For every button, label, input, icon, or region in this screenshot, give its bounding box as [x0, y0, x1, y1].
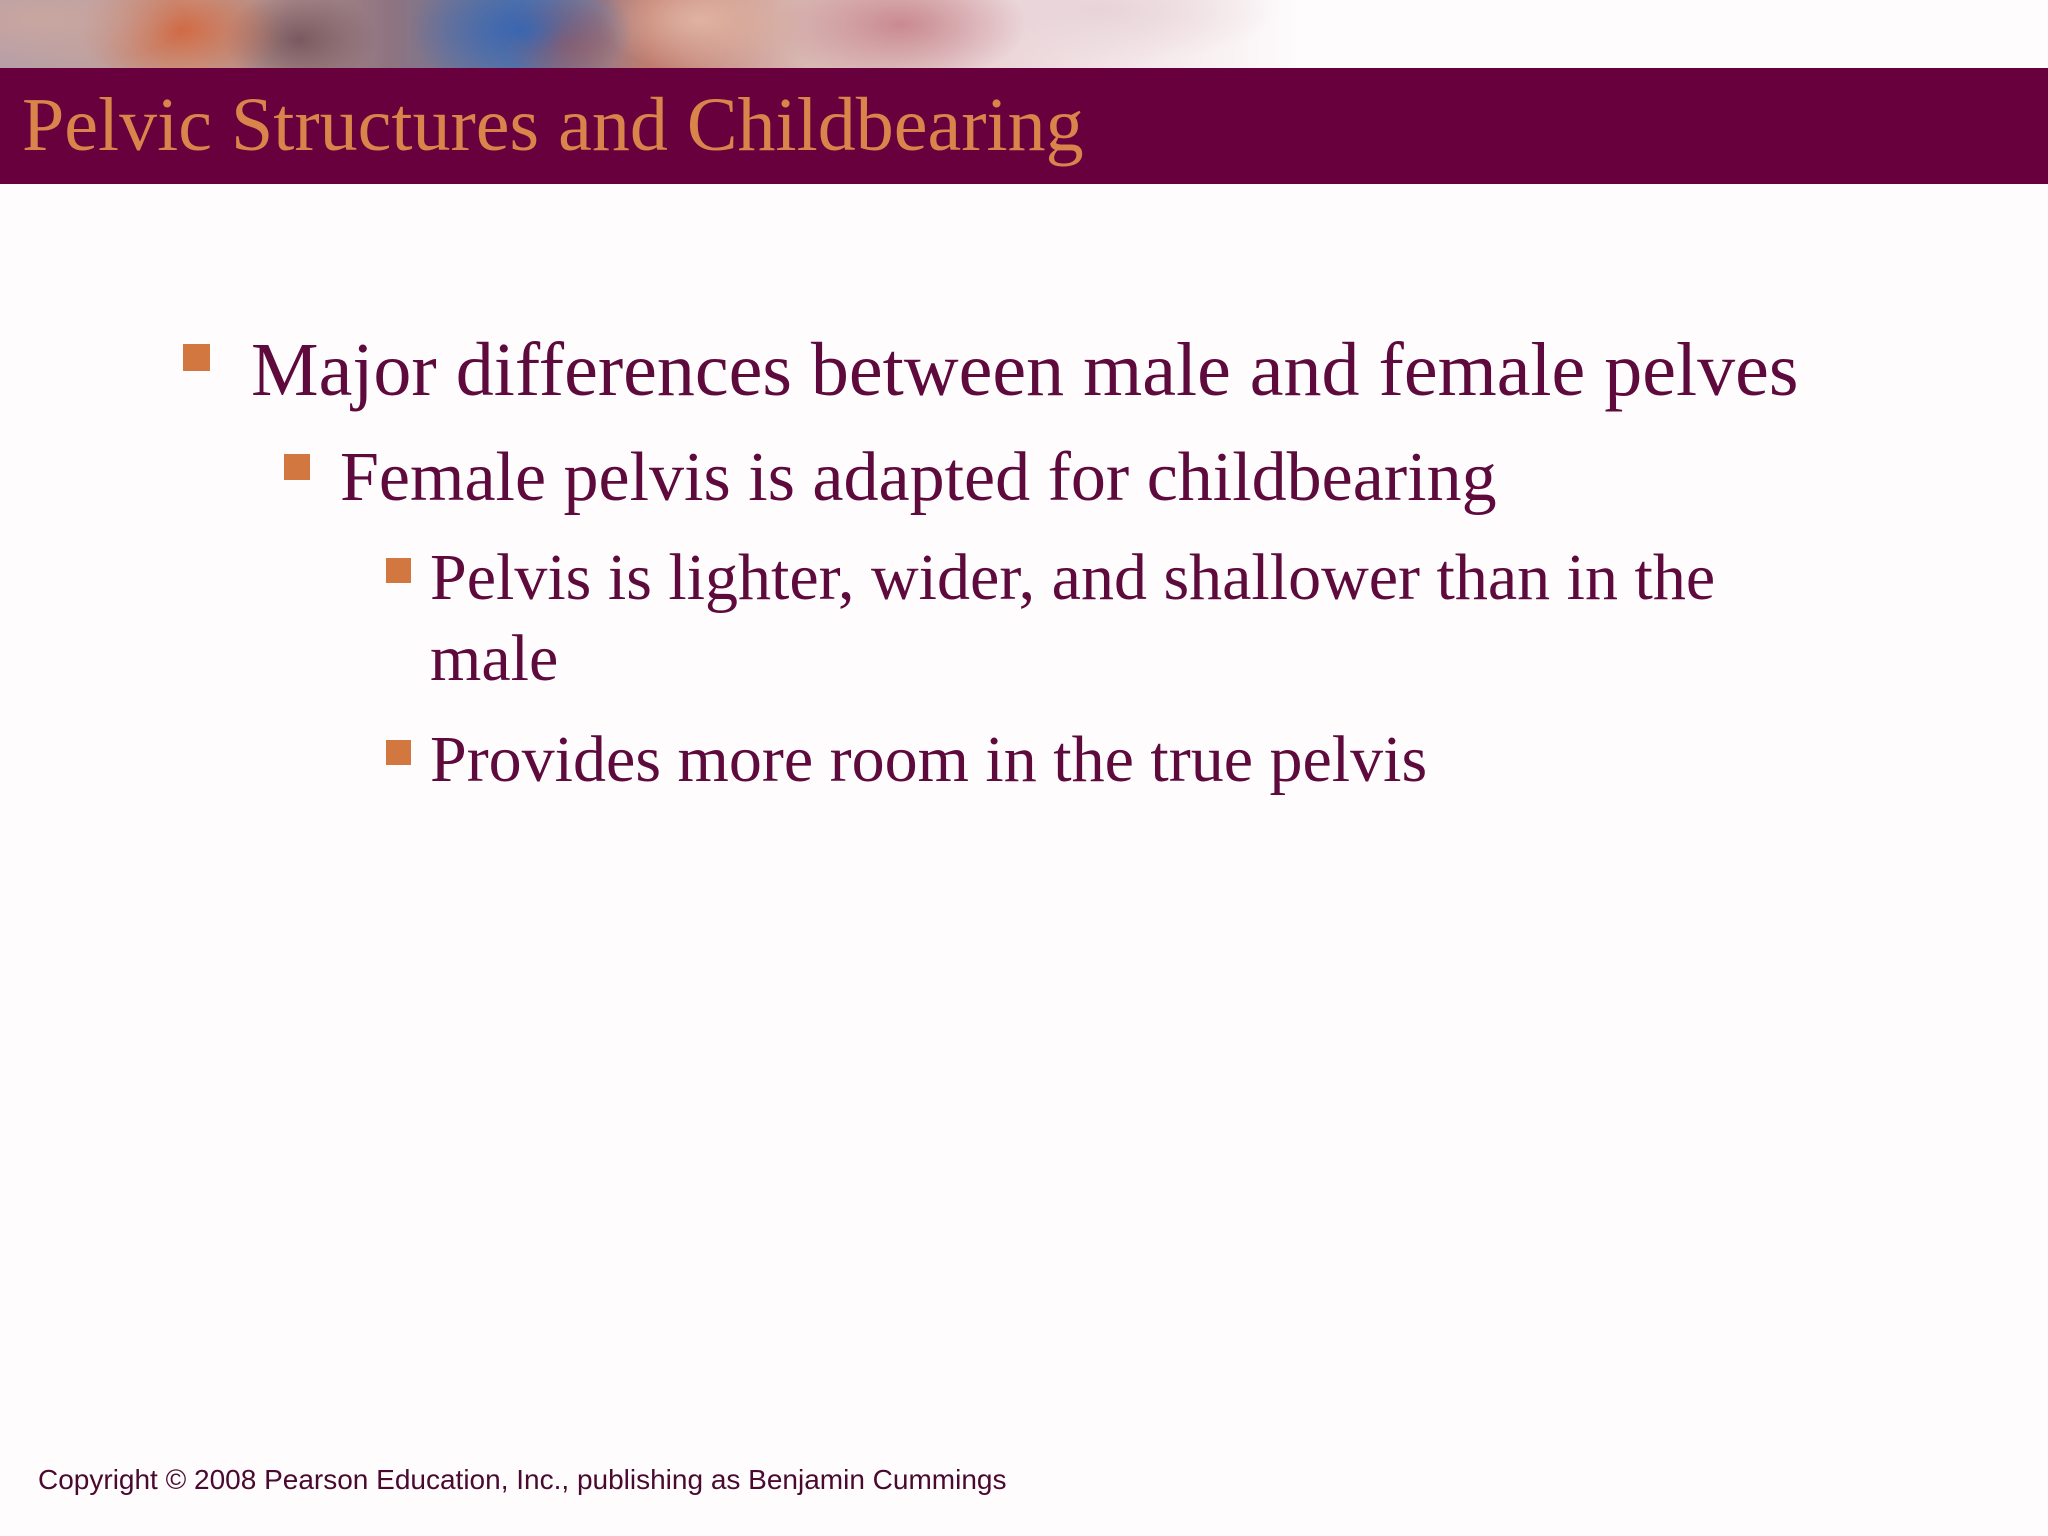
bullet-level-3: Pelvis is lighter, wider, and shallower than in the male — [430, 541, 1716, 695]
square-bullet-icon — [183, 344, 210, 371]
slide-title: Pelvic Structures and Childbearing — [22, 83, 1084, 167]
bullet-level-1: Major differences between male and female pelves — [251, 328, 1799, 412]
square-bullet-icon — [284, 454, 310, 480]
bullet-level-2: Female pelvis is adapted for childbearing — [340, 439, 1497, 516]
banner-art-layer — [0, 0, 1300, 68]
bullet-level-3: Provides more room in the true pelvis — [430, 723, 1428, 796]
square-bullet-icon — [386, 740, 411, 765]
square-bullet-icon — [386, 558, 411, 583]
header-decorative-image — [0, 0, 2048, 68]
copyright-footer: Copyright © 2008 Pearson Education, Inc., publishing as Benjamin Cummings — [38, 1464, 1007, 1495]
